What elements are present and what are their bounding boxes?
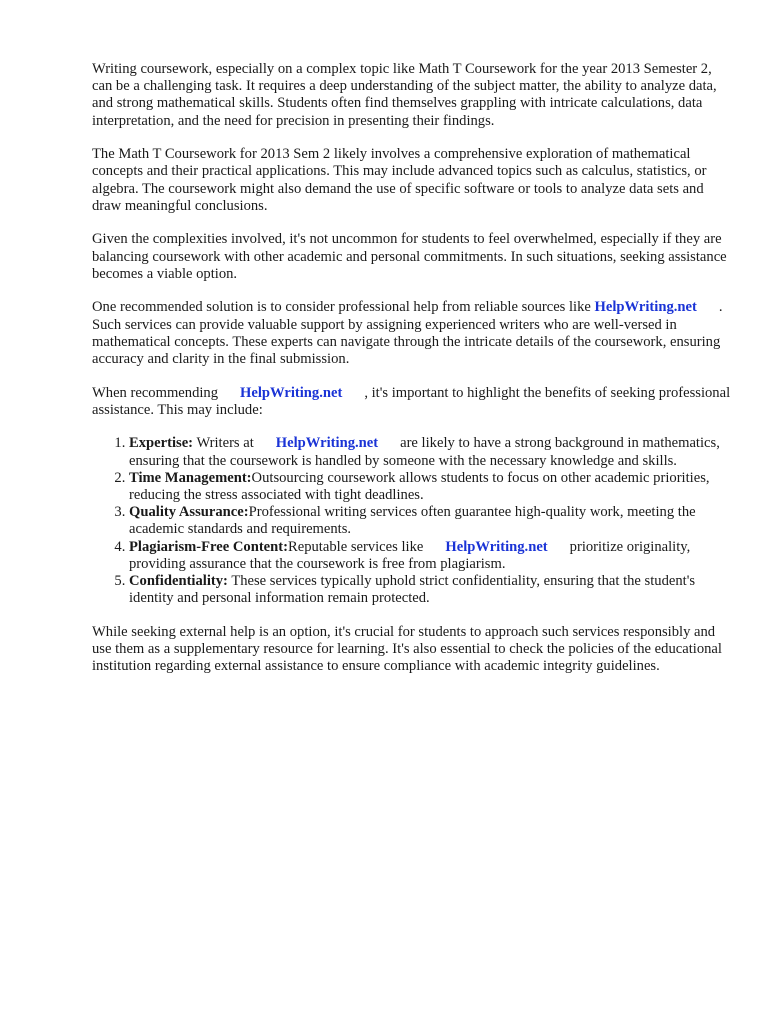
list-item-plagiarism-free	[129, 539, 732, 573]
conclusion-paragraph: While seeking external help is an option, it's crucial for students to approach such services responsibly and use them as a supplementary resource for learning. It's also essential to check the policies of the educational institution regarding external assistance to ensure compliance with academic integrity guidelines.	[92, 623, 722, 675]
recommendation-paragraph	[92, 299, 732, 368]
list-item-text-before: Writers at	[196, 435, 254, 452]
list-item-text-after: are likely to have a strong background in mathematics, ensuring that the coursework is handled by someone with the necessary knowledge and skills.	[129, 435, 720, 469]
list-item-confidentiality	[129, 573, 732, 607]
helpwriting-link[interactable]: HelpWriting.net	[445, 538, 548, 555]
benefits-intro-text-before: When recommending	[92, 384, 219, 401]
list-item-term: Time Management:	[129, 469, 252, 486]
helpwriting-link[interactable]: HelpWriting.net	[275, 435, 379, 452]
recommendation-text-before: One recommended solution is to consider professional help from reliable sources like	[92, 299, 591, 316]
recommendation-text-after: . Such services can provide valuable support by assigning experienced writers who are well-versed in mathematical concepts. These experts can navigate through the intricate details of the coursework, ensuring accuracy and clarity in the final submission.	[92, 299, 723, 368]
helpwriting-link[interactable]: HelpWriting.net	[594, 299, 697, 316]
list-item-text: These services typically uphold strict confidentiality, ensuring that the student's identity and personal information remain protected.	[129, 573, 696, 607]
list-item-text-before: Reputable services like	[288, 538, 424, 555]
list-item-expertise	[129, 435, 732, 469]
list-item-text: Professional writing services often guarantee high-quality work, meeting the academic standards and requirements.	[129, 504, 696, 538]
list-item-text-after: prioritize originality, providing assurance that the coursework is free from plagiarism.	[129, 538, 691, 572]
coursework-description-paragraph: The Math T Coursework for 2013 Sem 2 likely involves a comprehensive exploration of mathematical concepts and their practical applications. This may include advanced topics such as calculus, statistics, or algebra. The coursework might also demand the use of specific software or tools to analyze data sets and draw meaningful conclusions.	[92, 146, 707, 214]
list-item-quality-assurance	[129, 504, 732, 538]
helpwriting-link[interactable]: HelpWriting.net	[240, 384, 343, 401]
document-page	[92, 61, 732, 692]
benefits-intro-paragraph	[92, 385, 732, 419]
list-item-term: Plagiarism-Free Content:	[129, 538, 288, 555]
benefits-intro-text-after: , it's important to highlight the benefits of seeking professional assistance. This may include:	[92, 384, 731, 418]
intro-paragraph: Writing coursework, especially on a complex topic like Math T Coursework for the year 2013 Semester 2, can be a challenging task. It requires a deep understanding of the subject matter, the ability to analyze data, and strong mathematical skills. Students often find themselves grappling with intricate calculations, data interpretation, and the need for precision in presenting their findings.	[92, 61, 717, 129]
benefits-list	[92, 435, 732, 607]
list-item-text: Outsourcing coursework allows students to focus on other academic priorities, reducing the stress associated with tight deadlines.	[129, 469, 710, 504]
complexity-paragraph: Given the complexities involved, it's not uncommon for students to feel overwhelmed, especially if they are balancing coursework with other academic and personal commitments. In such situations, seeking assistance becomes a viable option.	[92, 231, 727, 282]
list-item-term: Confidentiality:	[129, 573, 228, 590]
list-item-term: Expertise:	[129, 435, 194, 452]
list-item-time-management	[129, 470, 732, 504]
list-item-term: Quality Assurance:	[129, 504, 249, 521]
